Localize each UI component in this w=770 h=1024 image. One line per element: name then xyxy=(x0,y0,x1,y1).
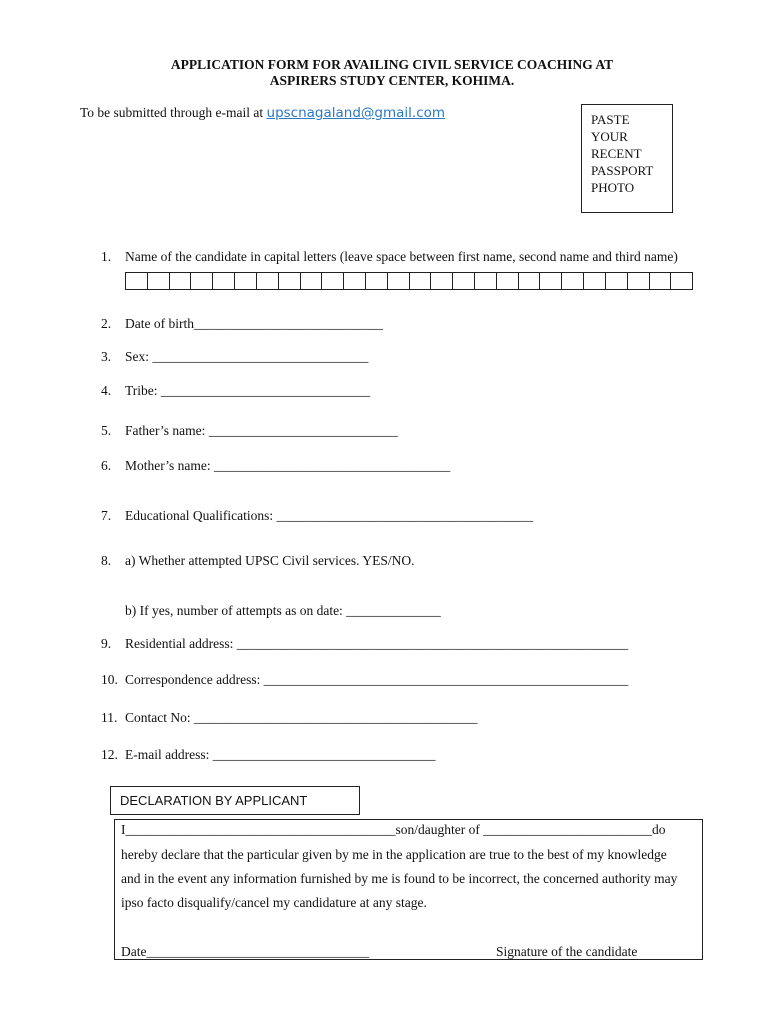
submission-email-link[interactable]: upscnagaland@gmail.com xyxy=(266,105,446,121)
photo-box-line: PASTE xyxy=(591,112,630,127)
field-number: 8. xyxy=(101,553,112,568)
field-number-of-attempts[interactable] xyxy=(125,603,441,619)
field-number: 12. xyxy=(101,747,118,762)
declaration-heading: DECLARATION BY APPLICANT xyxy=(110,786,360,815)
field-fathers-name[interactable] xyxy=(101,423,398,439)
field-text: Residential address: __________________________________________________________ xyxy=(125,636,629,651)
submission-text: To be submitted through e-mail at xyxy=(80,105,264,120)
title-line-1: APPLICATION FORM FOR AVAILING CIVIL SERVICE COACHING AT xyxy=(170,57,614,72)
submission-instruction xyxy=(80,105,445,121)
declaration-line-2: hereby declare that the particular given by me in the application are true to the best of my knowledge xyxy=(121,847,667,862)
field-text: Tribe: _______________________________ xyxy=(125,383,371,398)
field-upsc-attempted[interactable] xyxy=(101,553,414,569)
field-text: Contact No: __________________________________________ xyxy=(125,710,478,725)
field-text: Name of the candidate in capital letters (leave space between first name, second name and third name) xyxy=(125,249,678,264)
field-number: 9. xyxy=(101,636,112,651)
field-email-address[interactable] xyxy=(101,747,435,763)
field-name-label xyxy=(101,249,678,265)
field-text: Father’s name: ____________________________ xyxy=(125,423,398,438)
field-date-of-birth[interactable] xyxy=(101,316,383,332)
field-number: 10. xyxy=(101,672,118,687)
field-residential-address[interactable] xyxy=(101,636,628,652)
field-number: 3. xyxy=(101,349,112,364)
field-text: Mother’s name: ___________________________________ xyxy=(125,458,451,473)
field-number: 11. xyxy=(101,710,118,725)
photo-box-line: PASSPORT xyxy=(591,163,654,178)
declaration-line-3: and in the event any information furnished by me is found to be incorrect, the concerned authority may xyxy=(121,871,678,886)
field-tribe[interactable] xyxy=(101,383,370,399)
photo-box-line: YOUR xyxy=(591,129,628,144)
field-correspondence-address[interactable] xyxy=(101,672,628,688)
declaration-line-1[interactable]: I________________________________________son/daughter of _________________________do xyxy=(121,822,666,837)
name-letter-grid[interactable] xyxy=(125,272,693,290)
field-text: a) Whether attempted UPSC Civil services. YES/NO. xyxy=(125,553,415,568)
field-text: Sex: ________________________________ xyxy=(125,349,369,364)
passport-photo-box xyxy=(581,104,673,213)
field-text: Educational Qualifications: ______________________________________ xyxy=(125,508,533,523)
signature-label: Signature of the candidate xyxy=(496,944,638,959)
photo-box-line: RECENT xyxy=(591,146,642,161)
field-mothers-name[interactable] xyxy=(101,458,450,474)
declaration-date-field[interactable]: Date_________________________________ xyxy=(121,944,370,959)
declaration-box xyxy=(114,819,703,960)
photo-box-line: PHOTO xyxy=(591,180,635,195)
declaration-line-4: ipso facto disqualify/cancel my candidature at any stage. xyxy=(121,895,427,910)
field-educational-qualifications[interactable] xyxy=(101,508,533,524)
field-number: 5. xyxy=(101,423,112,438)
field-number: 7. xyxy=(101,508,112,523)
field-contact-no[interactable] xyxy=(101,710,478,726)
field-number: 4. xyxy=(101,383,112,398)
field-sex[interactable] xyxy=(101,349,368,365)
field-number: 2. xyxy=(101,316,112,331)
field-text: b) If yes, number of attempts as on date: ______________ xyxy=(125,603,441,618)
field-number: 1. xyxy=(101,249,112,264)
field-text: Correspondence address: ______________________________________________________ xyxy=(125,672,629,687)
title-line-2: ASPIRERS STUDY CENTER, KOHIMA. xyxy=(269,73,515,88)
field-text: E-mail address: _________________________________ xyxy=(125,747,436,762)
field-text: Date of birth____________________________ xyxy=(125,316,383,331)
field-number: 6. xyxy=(101,458,112,473)
